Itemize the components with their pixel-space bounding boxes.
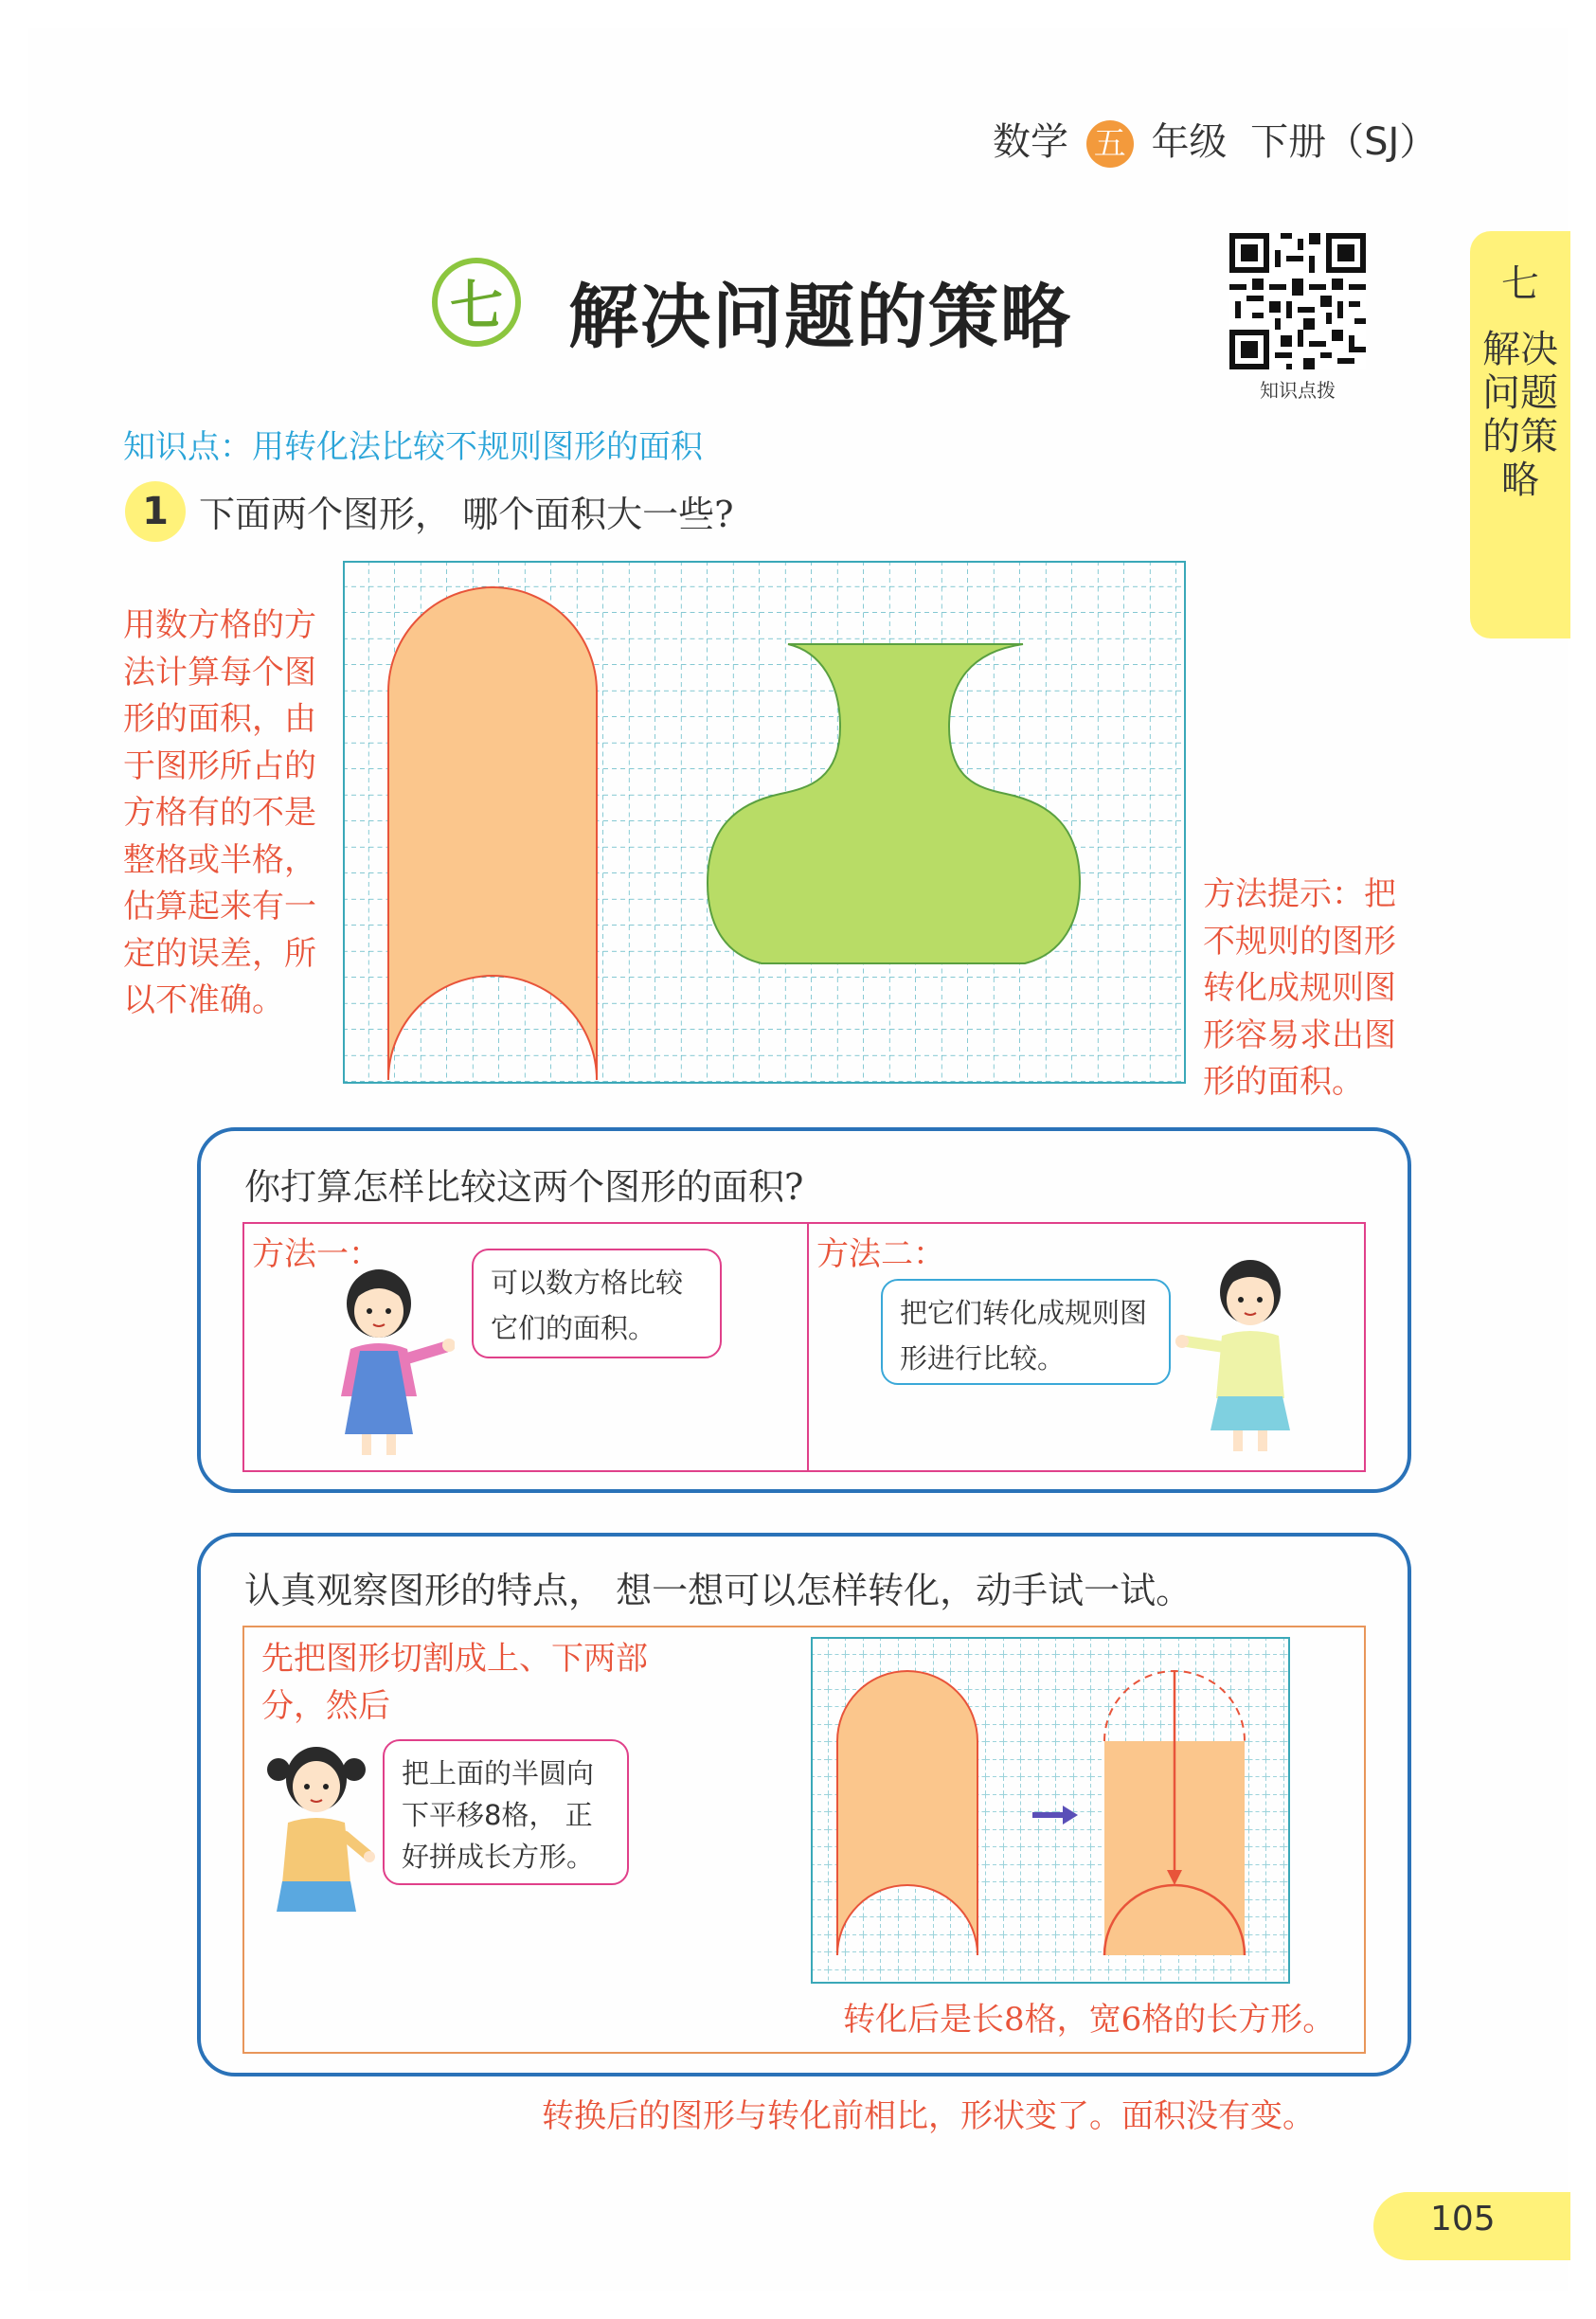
method2-speech-bubble <box>881 1279 1171 1385</box>
box2-title: 认真观察图形的特点， 想一想可以怎样转化，动手试一试。 <box>244 1570 1193 1611</box>
conclusion-text: 转换后的图形与转化前相比，形状变了。面积没有变。 <box>542 2097 1315 2135</box>
transformation-grid <box>811 1637 1290 1984</box>
right-note: 方法提示：把不规则的图形转化成规则图形容易求出图形的面积。 <box>1203 875 1396 1101</box>
left-note: 用数方格的方法计算每个图形的面积，由于图形所占的方格有的不是整格或半格，估算起来有一定的误差，所以不准确。 <box>123 606 316 1019</box>
qr-code-icon[interactable] <box>1229 233 1366 369</box>
method2-label: 方法二： <box>816 1235 945 1273</box>
knowledge-point: 知识点：用转化法比较不规则图形的面积 <box>123 428 703 466</box>
book-header <box>993 112 1437 168</box>
chapter-title: 解决问题的策略 <box>568 277 1072 358</box>
girl-pigtails-illustration <box>261 1741 375 1931</box>
shape-comparison-grid <box>343 561 1186 1084</box>
step-text: 先把图形切割成上、下两部分，然后 <box>261 1640 648 1725</box>
method1-bubble-text: 可以数方格比较它们的面积。 <box>491 1267 684 1344</box>
box1-title: 你打算怎样比较这两个图形的面积? <box>244 1166 804 1208</box>
page-number: 105 <box>1430 2200 1496 2238</box>
question-number: 1 <box>125 481 186 542</box>
chapter-number-badge: 七 <box>432 258 521 347</box>
header-term: 下册（SJ） <box>1250 120 1438 164</box>
question-text: 下面两个图形， 哪个面积大一些? <box>199 494 734 535</box>
side-tab-number: 七 <box>1501 262 1539 306</box>
step-speech-bubble <box>383 1739 629 1885</box>
header-grade: 年级 <box>1151 120 1228 164</box>
method2-bubble-text: 把它们转化成规则图形进行比较。 <box>900 1297 1148 1375</box>
header-subject: 数学 <box>993 120 1068 164</box>
grade-badge: 五 <box>1086 120 1134 168</box>
method1-speech-bubble <box>472 1249 722 1358</box>
step-bubble-text: 把上面的半圆向下平移8格， 正好拼成长方形。 <box>402 1757 595 1873</box>
methods-divider <box>807 1222 809 1472</box>
qr-label: 知识点拨 <box>1260 379 1336 402</box>
side-tab-title: 解决问题的策略 <box>1482 328 1558 502</box>
transformation-caption: 转化后是长8格，宽6格的长方形。 <box>843 2001 1336 2039</box>
method1-label: 方法一： <box>252 1235 381 1273</box>
girl-sweater-illustration <box>1175 1254 1307 1459</box>
girl-apron-illustration <box>322 1264 455 1463</box>
